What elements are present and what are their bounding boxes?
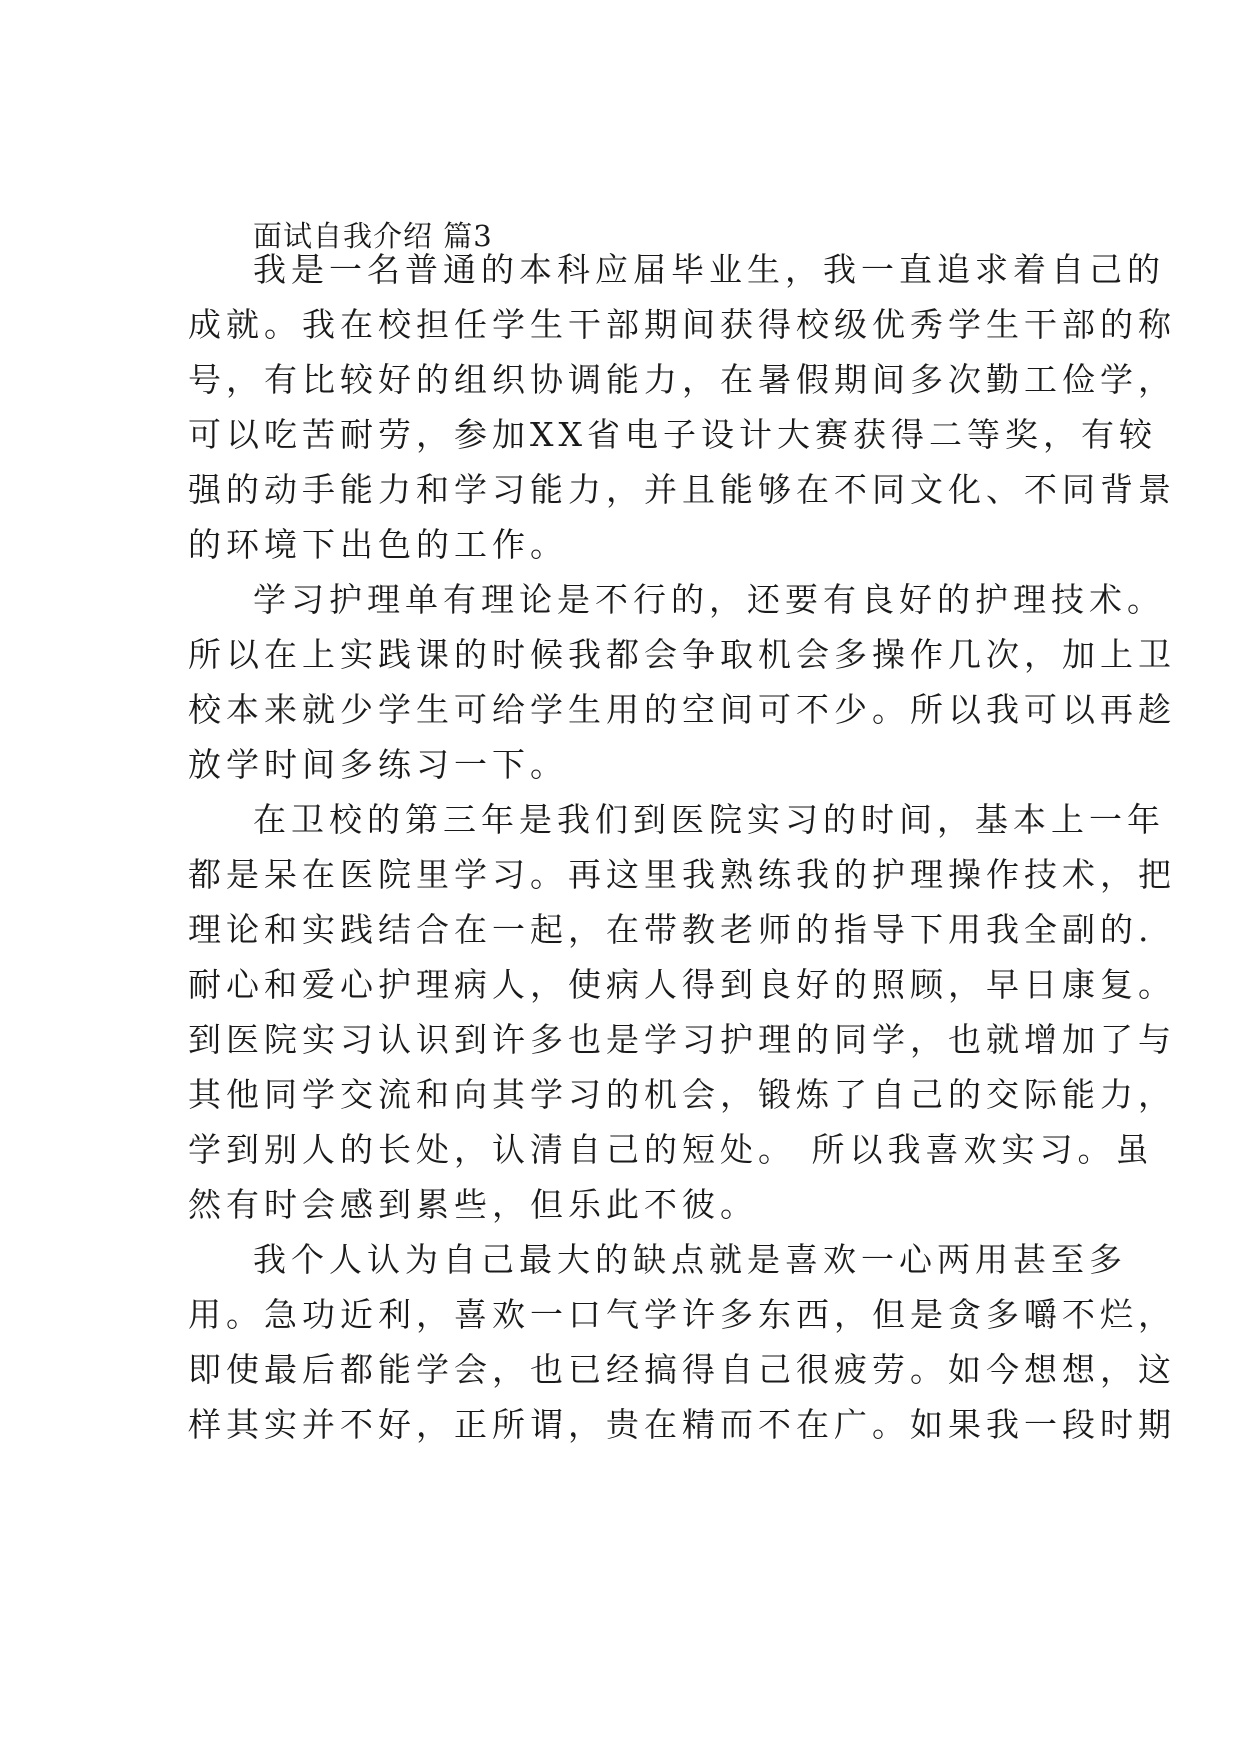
paragraph-line: 学习护理单有理论是不行的，还要有良好的护理技术。	[253, 580, 1165, 619]
paragraph-line: 的环境下出色的工作。	[188, 525, 568, 564]
paragraph-line: 用。急功近利，喜欢一口气学许多东西，但是贪多嚼不烂，	[188, 1295, 1176, 1334]
paragraph-line: 号，有比较好的组织协调能力，在暑假期间多次勤工俭学，	[188, 360, 1176, 399]
paragraph-line: 理论和实践结合在一起，在带教老师的指导下用我全副的.	[188, 910, 1154, 949]
paragraph-line: 都是呆在医院里学习。再这里我熟练我的护理操作技术，把	[188, 855, 1176, 894]
paragraph-line: 然有时会感到累些，但乐此不彼。	[188, 1185, 758, 1224]
paragraph-line: 校本来就少学生可给学生用的空间可不少。所以我可以再趁	[188, 690, 1176, 729]
document-title: 面试自我介绍 篇3	[253, 219, 493, 253]
paragraph-line: 强的动手能力和学习能力，并且能够在不同文化、不同背景	[188, 470, 1176, 509]
paragraph-line: 成就。我在校担任学生干部期间获得校级优秀学生干部的称	[188, 305, 1176, 344]
paragraph-line: 可以吃苦耐劳，参加XX省电子设计大赛获得二等奖，有较	[188, 415, 1157, 454]
paragraph-line: 耐心和爱心护理病人，使病人得到良好的照顾，早日康复。	[188, 965, 1176, 1004]
paragraph-line: 在卫校的第三年是我们到医院实习的时间，基本上一年	[253, 800, 1165, 839]
paragraph-line: 即使最后都能学会，也已经搞得自己很疲劳。如今想想，这	[188, 1350, 1176, 1389]
paragraph-line: 放学时间多练习一下。	[188, 745, 568, 784]
paragraph-line: 学到别人的长处，认清自己的短处。 所以我喜欢实习。虽	[188, 1130, 1154, 1169]
paragraph-line: 样其实并不好，正所谓，贵在精而不在广。如果我一段时期	[188, 1405, 1176, 1444]
paragraph-line: 所以在上实践课的时候我都会争取机会多操作几次，加上卫	[188, 635, 1176, 674]
paragraph-line: 我是一名普通的本科应届毕业生，我一直追求着自己的	[253, 250, 1165, 289]
paragraph-line: 其他同学交流和向其学习的机会，锻炼了自己的交际能力，	[188, 1075, 1176, 1114]
paragraph-line: 我个人认为自己最大的缺点就是喜欢一心两用甚至多	[253, 1240, 1127, 1279]
paragraph-line: 到医院实习认识到许多也是学习护理的同学，也就增加了与	[188, 1020, 1176, 1059]
